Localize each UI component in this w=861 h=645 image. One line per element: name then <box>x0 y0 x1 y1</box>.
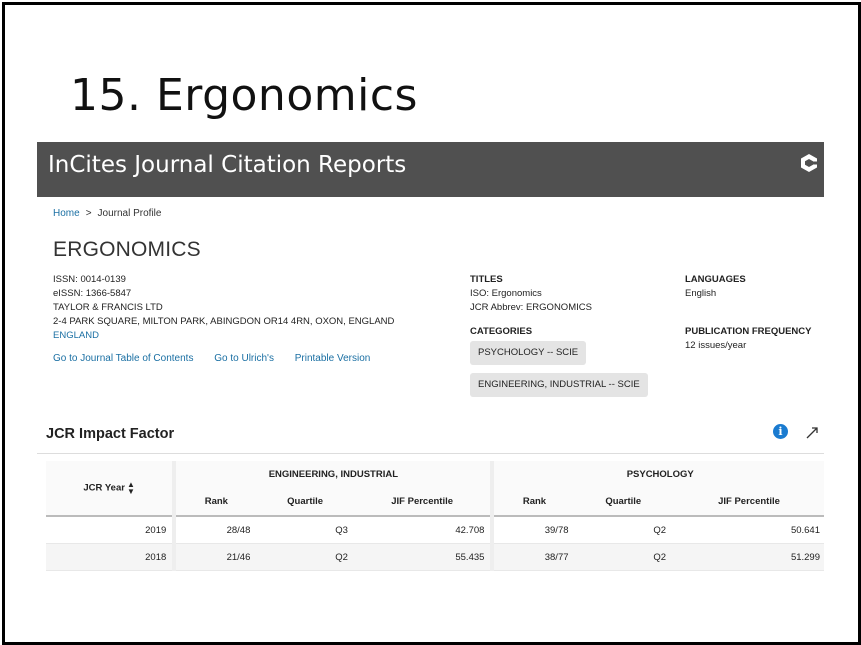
breadcrumb-separator: > <box>85 208 92 219</box>
group-header-engineering: ENGINEERING, INDUSTRIAL <box>174 461 492 488</box>
jif-percentile-cell: 55.435 <box>354 544 493 571</box>
table-row <box>46 544 824 571</box>
categories-heading: CATEGORIES <box>470 326 533 337</box>
publisher-address: 2-4 PARK SQUARE, MILTON PARK, ABINGDON OR14 4RN, OXON, ENGLAND <box>53 316 395 327</box>
category-chip-engineering[interactable]: ENGINEERING, INDUSTRIAL -- SCIE <box>470 373 648 397</box>
rank-cell: 38/77 <box>492 544 574 571</box>
jcr-year-header[interactable] <box>46 461 174 516</box>
rank-header: Rank <box>174 488 256 516</box>
clarivate-logo-icon[interactable] <box>798 152 820 174</box>
frequency-value: 12 issues/year <box>685 340 747 351</box>
slide-title: 15. Ergonomics <box>70 70 418 121</box>
journal-info <box>53 273 394 343</box>
jif-percentile-cell: 51.299 <box>672 544 824 571</box>
publisher: TAYLOR & FRANCIS LTD <box>53 302 163 313</box>
category-chip-psychology[interactable]: PSYCHOLOGY -- SCIE <box>470 341 586 365</box>
frequency-section <box>685 325 812 353</box>
printable-version-link[interactable]: Printable Version <box>294 353 371 364</box>
impact-factor-table <box>46 461 824 571</box>
quartile-cell: Q2 <box>575 516 673 544</box>
jif-percentile-cell: 50.641 <box>672 516 824 544</box>
expand-icon[interactable] <box>805 426 819 440</box>
rank-cell: 39/78 <box>492 516 574 544</box>
quartile-cell: Q2 <box>256 544 354 571</box>
jcr-year-label: JCR Year <box>83 482 125 494</box>
table-row <box>46 516 824 544</box>
jcr-abbrev: JCR Abbrev: ERGONOMICS <box>470 302 592 313</box>
breadcrumb-current: Journal Profile <box>97 208 162 219</box>
toc-link[interactable]: Go to Journal Table of Contents <box>53 353 194 364</box>
iso-title: ISO: Ergonomics <box>470 288 542 299</box>
group-header-psychology: PSYCHOLOGY <box>492 461 824 488</box>
quartile-header: Quartile <box>256 488 354 516</box>
titles-section <box>470 273 592 315</box>
journal-links <box>53 353 388 364</box>
frequency-heading: PUBLICATION FREQUENCY <box>685 326 812 337</box>
jif-percentile-header: JIF Percentile <box>354 488 493 516</box>
quartile-header: Quartile <box>575 488 673 516</box>
section-divider <box>37 453 824 454</box>
jif-percentile-cell: 42.708 <box>354 516 493 544</box>
country-link[interactable]: ENGLAND <box>53 330 99 341</box>
rank-header: Rank <box>492 488 574 516</box>
info-icon[interactable]: i <box>773 424 788 439</box>
sort-icon[interactable]: ▲ ▼ <box>126 480 135 496</box>
breadcrumb <box>53 208 161 219</box>
app-header <box>37 142 824 197</box>
eissn: eISSN: 1366-5847 <box>53 288 132 299</box>
titles-heading: TITLES <box>470 274 503 285</box>
rank-cell: 28/48 <box>174 516 256 544</box>
categories-section <box>470 325 648 397</box>
languages-section <box>685 273 746 301</box>
rank-cell: 21/46 <box>174 544 256 571</box>
jcr-impact-title: JCR Impact Factor <box>46 426 175 442</box>
year-cell: 2019 <box>46 516 174 544</box>
issn: ISSN: 0014-0139 <box>53 274 126 285</box>
table-group-header <box>46 461 824 488</box>
breadcrumb-home-link[interactable]: Home <box>53 208 80 219</box>
languages-heading: LANGUAGES <box>685 274 746 285</box>
jif-percentile-header: JIF Percentile <box>672 488 824 516</box>
jcr-screenshot <box>37 142 824 572</box>
quartile-cell: Q2 <box>575 544 673 571</box>
language-value: English <box>685 288 717 299</box>
app-title: InCites Journal Citation Reports <box>48 152 407 178</box>
ulrich-link[interactable]: Go to Ulrich's <box>214 353 274 364</box>
quartile-cell: Q3 <box>256 516 354 544</box>
year-cell: 2018 <box>46 544 174 571</box>
journal-name: ERGONOMICS <box>53 238 201 261</box>
